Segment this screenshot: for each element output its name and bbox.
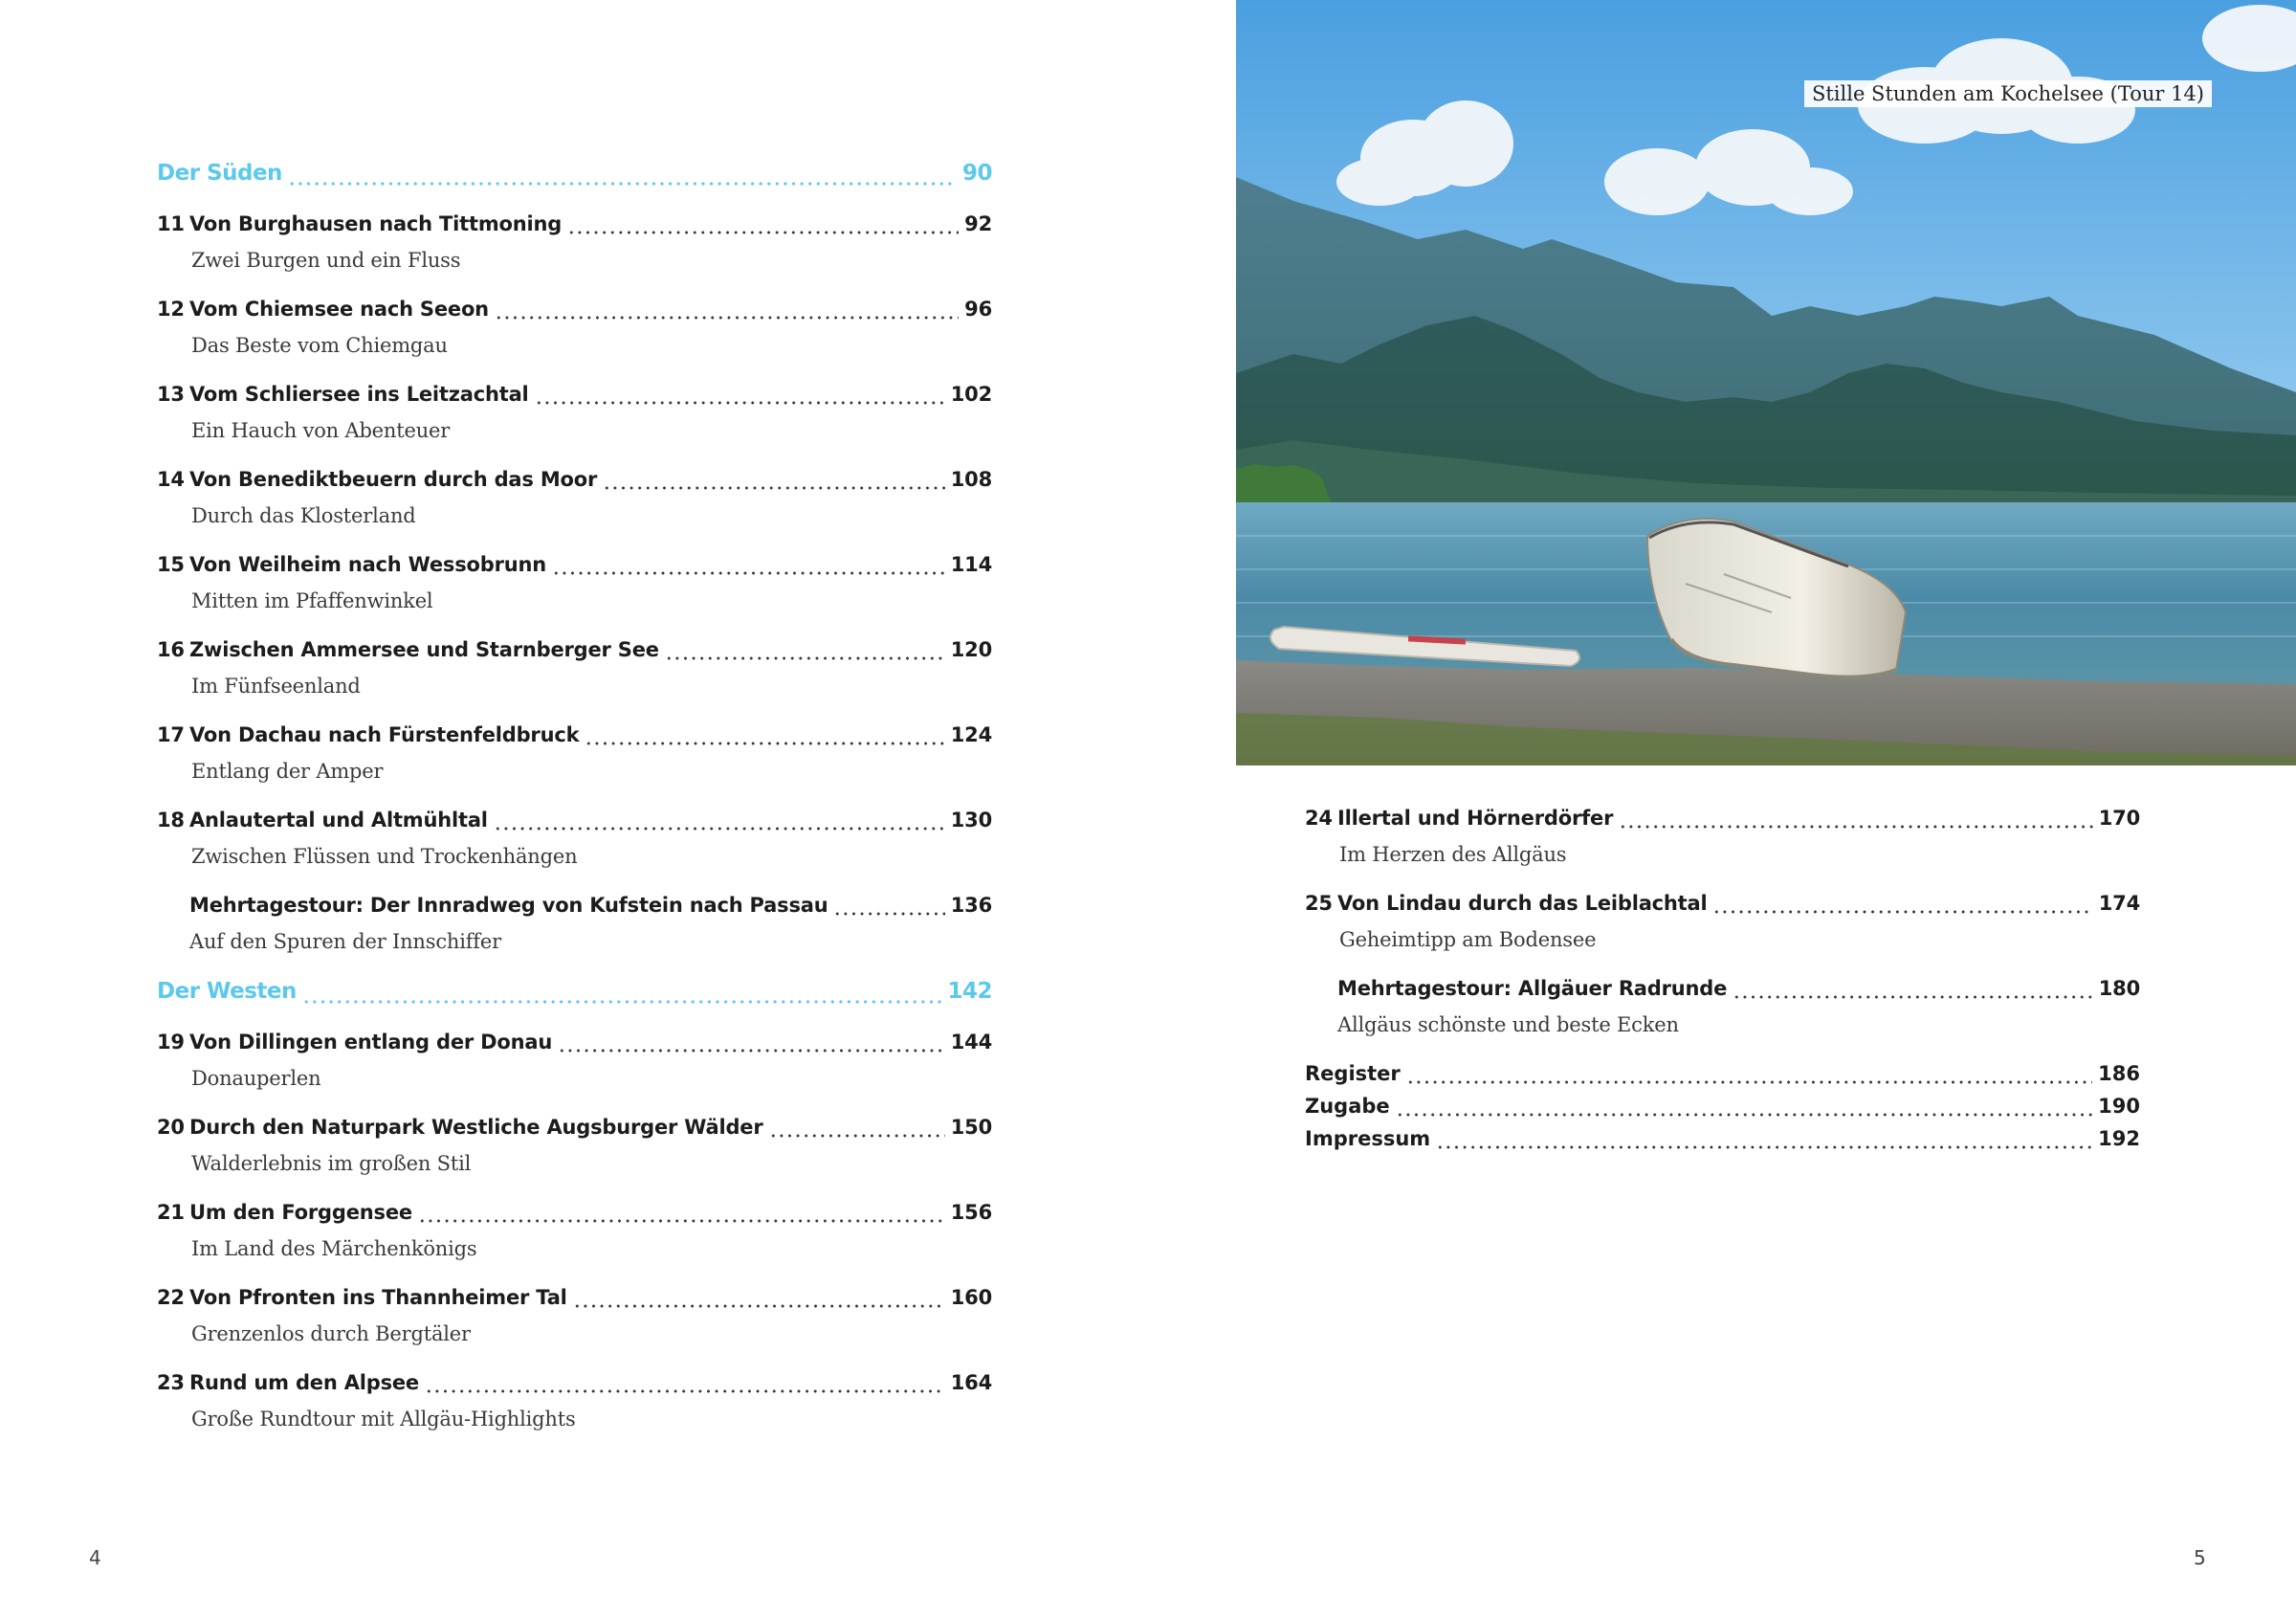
- tour-title: Durch den Naturpark Westliche Augsburger Wälder: [189, 1116, 763, 1139]
- tour-subtitle: Im Land des Märchenkönigs: [191, 1237, 477, 1260]
- tour-title: Von Lindau durch das Leiblachtal: [1337, 892, 1708, 915]
- tour-subtitle: Walderlebnis im großen Stil: [191, 1152, 472, 1175]
- tour-title: Von Weilheim nach Wessobrunn: [189, 553, 546, 576]
- appendix-title: Zugabe: [1305, 1095, 1390, 1118]
- entry-row: [157, 298, 992, 330]
- tour-subtitle: Im Herzen des Allgäus: [1339, 843, 1567, 866]
- toc-entry-21[interactable]: [157, 1201, 992, 1264]
- appendix-page: 186: [2098, 1062, 2140, 1085]
- entry-row: [157, 1286, 992, 1319]
- tour-page: 136: [950, 894, 992, 917]
- dot-leader: [1436, 1142, 2092, 1152]
- page-number: 5: [2194, 1546, 2206, 1569]
- tour-number: 12: [157, 298, 185, 321]
- appendix-page: 192: [2098, 1127, 2140, 1150]
- entry-row: [157, 638, 992, 671]
- tour-subtitle: Grenzenlos durch Bergtäler: [191, 1322, 471, 1345]
- tour-number: 25: [1305, 892, 1333, 915]
- entry-row: [157, 1201, 992, 1233]
- tour-title: Illertal und Hörnerdörfer: [1337, 807, 1614, 830]
- tour-page: 124: [950, 723, 992, 746]
- tour-title: Vom Schliersee ins Leitzachtal: [189, 383, 529, 406]
- tour-page: 130: [950, 809, 992, 832]
- photo-caption: Stille Stunden am Kochelsee (Tour 14): [1804, 80, 2212, 107]
- tour-subtitle: Durch das Klosterland: [191, 504, 416, 527]
- tour-page: 160: [950, 1286, 992, 1309]
- dot-leader: [573, 1301, 945, 1311]
- tour-page: 96: [964, 298, 992, 321]
- toc-right: [1305, 807, 2140, 1160]
- dot-leader: [1619, 822, 2093, 832]
- toc-entry-23[interactable]: [157, 1371, 992, 1434]
- dot-leader: [495, 313, 959, 322]
- dot-leader: [665, 654, 945, 663]
- tour-page: 92: [964, 212, 992, 235]
- dot-leader: [1712, 907, 2092, 917]
- tour-title: Anlautertal und Altmühltal: [189, 809, 488, 832]
- tour-subtitle: Große Rundtour mit Allgäu-Highlights: [191, 1408, 576, 1430]
- dot-leader: [1406, 1077, 2092, 1087]
- tour-page: 174: [2098, 892, 2140, 915]
- tour-subtitle: Auf den Spuren der Innschiffer: [189, 930, 501, 953]
- tour-number: 17: [157, 723, 185, 746]
- entry-row: [157, 468, 992, 500]
- page-number: 4: [89, 1546, 101, 1569]
- dot-leader: [288, 179, 957, 189]
- tour-number: 20: [157, 1116, 185, 1139]
- tour-number: 18: [157, 809, 185, 832]
- tour-number: 23: [157, 1371, 185, 1394]
- toc-register[interactable]: [1305, 1062, 2140, 1095]
- tour-title: Mehrtagestour: Allgäuer Radrunde: [1337, 977, 1728, 1000]
- toc-entry-16[interactable]: [157, 638, 992, 701]
- tour-page: 102: [950, 383, 992, 406]
- dot-leader: [769, 1131, 945, 1141]
- tour-subtitle: Im Fünfseenland: [191, 675, 361, 698]
- toc-entry-14[interactable]: [157, 468, 992, 531]
- toc-entry-17[interactable]: [157, 723, 992, 787]
- entry-row: [157, 1371, 992, 1404]
- tour-title: Mehrtagestour: Der Innradweg von Kufstein nach Passau: [189, 894, 828, 917]
- toc-entry-multiday-inn[interactable]: [157, 894, 992, 957]
- toc-left: [157, 161, 992, 1456]
- entry-row: [1305, 807, 2140, 839]
- toc-entry-15[interactable]: [157, 553, 992, 616]
- tour-title: Rund um den Alpsee: [189, 1371, 419, 1394]
- tour-subtitle: Zwei Burgen und ein Fluss: [191, 249, 461, 272]
- section-title: Der Süden: [157, 161, 282, 186]
- appendix-title: Register: [1305, 1062, 1401, 1085]
- dot-leader: [1733, 992, 2093, 1002]
- entry-row: [157, 553, 992, 586]
- tour-number: 16: [157, 638, 185, 661]
- tour-subtitle: Zwischen Flüssen und Trockenhängen: [191, 845, 578, 868]
- toc-entry-multiday-allgaeu[interactable]: [1305, 977, 2140, 1040]
- tour-title: Von Benediktbeuern durch das Moor: [189, 468, 598, 491]
- appendix-title: Impressum: [1305, 1127, 1431, 1150]
- tour-subtitle: Das Beste vom Chiemgau: [191, 334, 448, 357]
- lake-landscape-image: [1236, 0, 2296, 765]
- entry-row: [157, 383, 992, 415]
- toc-entry-22[interactable]: [157, 1286, 992, 1349]
- toc-entry-13[interactable]: [157, 383, 992, 446]
- tour-subtitle: Ein Hauch von Abenteuer: [191, 419, 451, 442]
- tour-title: Zwischen Ammersee und Starnberger See: [189, 638, 659, 661]
- tour-title: Von Burghausen nach Tittmoning: [189, 212, 563, 235]
- dot-leader: [558, 1046, 945, 1055]
- dot-leader: [494, 824, 945, 833]
- tour-number: 14: [157, 468, 185, 491]
- toc-entry-12[interactable]: [157, 298, 992, 361]
- dot-leader: [552, 568, 945, 578]
- dot-leader: [1396, 1110, 2093, 1120]
- tour-page: 120: [950, 638, 992, 661]
- dot-leader: [535, 398, 945, 408]
- entry-row: [157, 894, 992, 926]
- toc-entry-19[interactable]: [157, 1031, 992, 1094]
- entry-row: [157, 1031, 992, 1063]
- entry-row: [1305, 892, 2140, 924]
- tour-number: 19: [157, 1031, 185, 1053]
- lake-photo: [1236, 0, 2296, 765]
- tour-number: 13: [157, 383, 185, 406]
- tour-page: 156: [950, 1201, 992, 1224]
- entry-row: [1305, 977, 2140, 1009]
- tour-number: 22: [157, 1286, 185, 1309]
- dot-leader: [833, 909, 944, 919]
- entry-row: [157, 212, 992, 245]
- section-heading-westen[interactable]: [157, 979, 992, 1013]
- dot-leader: [603, 483, 945, 493]
- tour-title: Von Dillingen entlang der Donau: [189, 1031, 553, 1053]
- toc-entry-24[interactable]: [1305, 807, 2140, 870]
- tour-title: Von Dachau nach Fürstenfeldbruck: [189, 723, 580, 746]
- toc-entry-11[interactable]: [157, 212, 992, 276]
- tour-page: 164: [950, 1371, 992, 1394]
- entry-row: [157, 1116, 992, 1148]
- toc-entry-20[interactable]: [157, 1116, 992, 1179]
- tour-page: 108: [950, 468, 992, 491]
- tour-subtitle: Mitten im Pfaffenwinkel: [191, 589, 433, 612]
- right-page: [1148, 0, 2296, 1619]
- tour-number: 21: [157, 1201, 185, 1224]
- tour-number: 11: [157, 212, 185, 235]
- tour-page: 114: [950, 553, 992, 576]
- tour-page: 144: [950, 1031, 992, 1053]
- tour-title: Von Pfronten ins Thannheimer Tal: [189, 1286, 567, 1309]
- section-page: 90: [961, 161, 992, 186]
- tour-page: 180: [2098, 977, 2140, 1000]
- tour-subtitle: Donauperlen: [191, 1067, 321, 1090]
- toc-entry-18[interactable]: [157, 809, 992, 872]
- dot-leader: [418, 1216, 945, 1226]
- tour-title: Um den Forggensee: [189, 1201, 412, 1224]
- section-page: 142: [947, 979, 992, 1004]
- toc-impressum[interactable]: [1305, 1127, 2140, 1160]
- appendix-page: 190: [2098, 1095, 2140, 1118]
- toc-entry-25[interactable]: [1305, 892, 2140, 955]
- tour-subtitle: Geheimtipp am Bodensee: [1339, 928, 1597, 951]
- dot-leader: [585, 739, 944, 748]
- tour-page: 170: [2098, 807, 2140, 830]
- toc-zugabe[interactable]: [1305, 1095, 2140, 1127]
- dot-leader: [425, 1386, 945, 1396]
- entry-row: [157, 809, 992, 841]
- tour-number: 24: [1305, 807, 1333, 830]
- dot-leader: [302, 997, 942, 1007]
- section-heading-sueden[interactable]: [157, 161, 992, 195]
- tour-subtitle: Allgäus schönste und beste Ecken: [1337, 1013, 1679, 1036]
- entry-row: [157, 723, 992, 756]
- tour-page: 150: [950, 1116, 992, 1139]
- tour-subtitle: Entlang der Amper: [191, 760, 384, 783]
- tour-title: Vom Chiemsee nach Seeon: [189, 298, 489, 321]
- section-title: Der Westen: [157, 979, 297, 1004]
- tour-number: 15: [157, 553, 185, 576]
- dot-leader: [567, 228, 959, 237]
